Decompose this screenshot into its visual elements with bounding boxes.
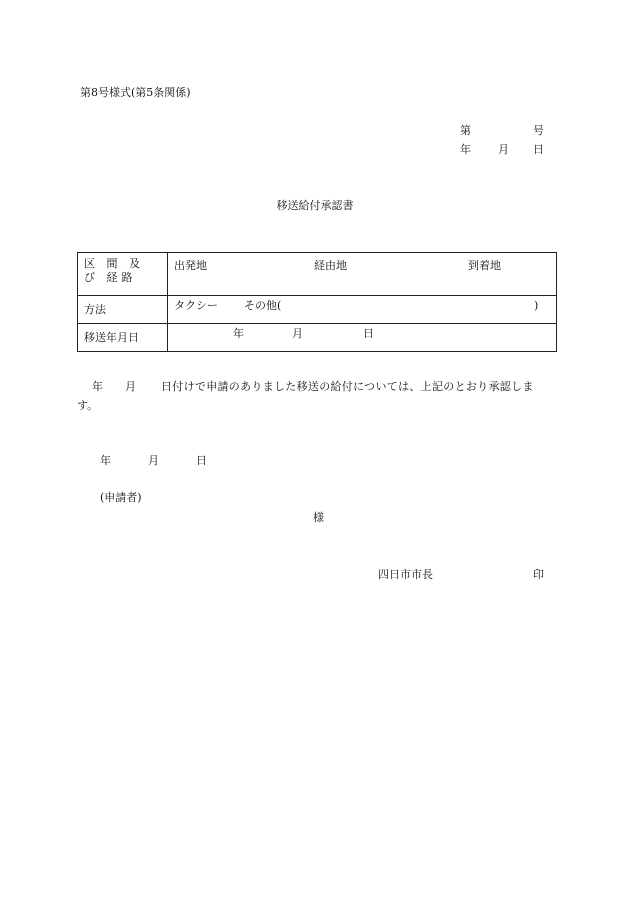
method-label: 方法 — [78, 296, 168, 324]
route-label-cell — [78, 253, 168, 296]
applicant-label: (申請者) — [100, 491, 142, 504]
document-title: 移送給付承認書 — [276, 199, 354, 212]
issue-day-label: 日 — [196, 454, 207, 467]
approval-statement-line1: 日付けで申請のありました移送の給付については、上記のとおり承認しま — [161, 380, 534, 393]
via-label: 経由地 — [314, 259, 347, 272]
method-value-cell — [168, 296, 557, 324]
issuer-name: 四日市市長 — [378, 568, 433, 581]
transport-day-label: 日 — [363, 327, 374, 340]
taxi-option: タクシー — [174, 299, 218, 312]
route-row — [78, 253, 557, 296]
transport-year-label: 年 — [233, 327, 244, 340]
date-row — [78, 324, 557, 352]
arrival-label: 到着地 — [468, 259, 501, 272]
doc-number-prefix: 第 — [460, 124, 471, 137]
seal-mark: 印 — [533, 568, 544, 581]
form-number-label: 第8号様式(第5条関係) — [80, 86, 191, 99]
departure-label: 出発地 — [174, 259, 207, 272]
issue-year-label: 年 — [100, 454, 111, 467]
honorific-label: 様 — [313, 511, 324, 524]
method-row — [78, 296, 557, 324]
header-day-label: 日 — [533, 143, 544, 156]
transport-month-label: 月 — [292, 327, 303, 340]
approval-statement-line2: す。 — [77, 399, 99, 412]
transport-date-cell — [168, 324, 557, 352]
other-option-open: その他( — [244, 299, 282, 312]
other-option-close: ) — [534, 299, 539, 312]
header-month-label: 月 — [498, 143, 509, 156]
doc-number-suffix: 号 — [533, 124, 544, 137]
route-value-cell — [168, 253, 557, 296]
transport-info-table — [77, 252, 557, 352]
route-label: 区 間 及 び 経路 — [84, 257, 144, 284]
issue-month-label: 月 — [148, 454, 159, 467]
body-year-label: 年 — [92, 380, 103, 393]
header-year-label: 年 — [460, 143, 471, 156]
body-month-label: 月 — [125, 380, 136, 393]
transport-date-label: 移送年月日 — [78, 324, 168, 352]
